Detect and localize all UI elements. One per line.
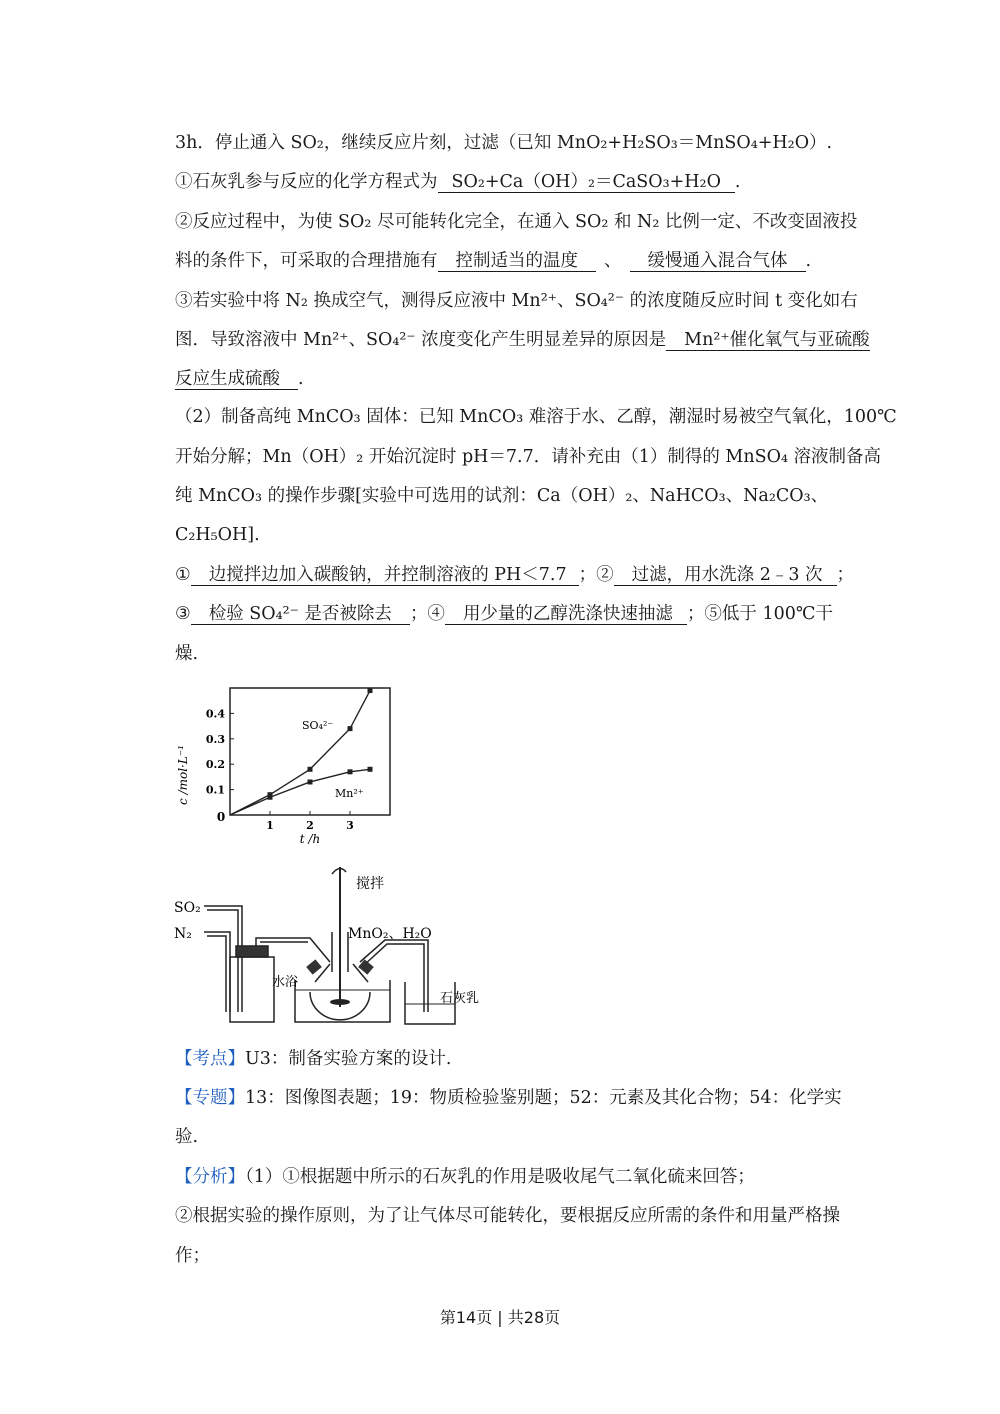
text-line <box>175 406 897 428</box>
page-footer: 第14页 | 共28页 <box>439 1308 561 1327</box>
line-text: . <box>298 369 304 389</box>
fenxi-tag: 【分析】 <box>175 1167 245 1187</box>
data-point <box>348 726 353 731</box>
stopper-left <box>306 959 322 974</box>
origin-label: 0 <box>216 810 226 824</box>
y-tick-label: 0.3 <box>205 732 225 746</box>
reagent-label: MnO₂、H₂O <box>348 926 432 942</box>
text-line <box>175 290 858 312</box>
apparatus-diagram <box>170 862 490 1037</box>
text-line <box>175 171 741 193</box>
fenxi-line-3 <box>175 1245 210 1267</box>
line-text: 图．导致溶液中 Mn²⁺、SO₄²⁻ 浓度变化产生明显差异的原因是 <box>175 330 667 350</box>
answer-blank: Mn²⁺催化氧气与亚硫酸 <box>666 330 869 351</box>
kaodian-text: U3：制备实验方案的设计. <box>245 1049 452 1069</box>
fenxi-line-2 <box>175 1205 840 1227</box>
data-point <box>308 779 313 784</box>
text-line <box>175 524 260 546</box>
line-text: 料的条件下，可采取的合理措施有 <box>175 251 438 271</box>
line-text: ；④ <box>409 604 445 624</box>
x-tick-label: 2 <box>306 819 314 832</box>
line-text: ②根据实验的操作原则，为了让气体尽可能转化，要根据反应所需的条件和用量严格操 <box>175 1206 840 1226</box>
data-point <box>368 688 373 693</box>
text-line <box>175 603 833 625</box>
n2-label: N₂ <box>174 926 192 942</box>
line-text: ③若实验中将 N₂ 换成空气，测得反应液中 Mn²⁺、SO₄²⁻ 的浓度随反应时间 t 变化如右 <box>175 291 858 311</box>
y-tick-label: 0.1 <box>205 783 225 797</box>
line-text: ① <box>175 565 191 585</box>
data-point <box>348 769 353 774</box>
data-point <box>368 767 373 772</box>
so2-label: SO₂ <box>174 900 201 916</box>
n2-inlet-tube-inner <box>207 936 226 1012</box>
concentration-chart <box>175 675 415 850</box>
answer-blank: 用少量的乙醇洗涤快速抽滤 <box>445 604 687 625</box>
answer-blank: 反应生成硫酸 <box>175 369 298 390</box>
line-text: 纯 MnCO₃ 的操作步骤[实验中可选用的试剂：Ca（OH）₂、NaHCO₃、Na₂CO₃、 <box>175 486 829 506</box>
stirrer-blade <box>330 999 350 1005</box>
line-text: （2）制备高纯 MnCO₃ 固体：已知 MnCO₃ 难溶于水、乙醇，潮湿时易被空气氧化，100℃ <box>175 407 897 427</box>
line-text: 验. <box>175 1127 199 1147</box>
line-text: ； <box>836 565 855 585</box>
line-text: ；⑤低于 100℃干 <box>686 604 833 624</box>
limewater-label: 石灰乳 <box>440 991 480 1006</box>
y-tick-label: 0.2 <box>205 758 225 772</box>
line-text: ①石灰乳参与反应的化学方程式为 <box>175 172 438 192</box>
line-text: C₂H₅OH]. <box>175 525 260 545</box>
text-line <box>175 446 881 468</box>
so2-inlet-tube-inner <box>207 910 238 1012</box>
line-text: . <box>805 251 812 271</box>
x-axis-label: t /h <box>299 832 321 846</box>
line-text: 、 <box>604 251 622 271</box>
line-text: 3h．停止通入 SO₂，继续反应片刻，过滤（已知 MnO₂+H₂SO₃＝MnSO₄+H₂O）. <box>175 133 833 153</box>
water-bath-label: 水浴 <box>272 975 299 990</box>
so2-inlet-tube <box>204 906 242 1012</box>
line-text: ②反应过程中，为使 SO₂ 尽可能转化完全，在通入 SO₂ 和 N₂ 比例一定、不改变固液投 <box>175 212 858 232</box>
x-tick-label: 1 <box>266 819 274 832</box>
answer-blank: SO₂+Ca（OH）₂＝CaSO₃+H₂O <box>438 172 735 193</box>
data-point <box>308 767 313 772</box>
kaodian-tag: 【考点】 <box>175 1049 245 1069</box>
line-text: 开始分解；Mn（OH）₂ 开始沉淀时 pH＝7.7．请补充由（1）制得的 MnSO₄ 溶液制备高 <box>175 447 882 467</box>
line-text: ③ <box>175 604 191 624</box>
text-line <box>175 643 198 665</box>
fenxi-line <box>175 1166 755 1188</box>
gas-bottle <box>230 957 274 1022</box>
text-line <box>175 485 828 507</box>
line-text: ；② <box>578 565 614 585</box>
zhuanti-line <box>175 1087 842 1109</box>
line-text: 作； <box>175 1246 210 1266</box>
y-axis-label: c /mol·L⁻¹ <box>176 745 190 805</box>
zhuanti-text: 13：图像图表题；19：物质检验鉴别题；52：元素及其化合物；54：化学实 <box>245 1088 842 1108</box>
zhuanti-continued <box>175 1126 198 1148</box>
answer-blank: 控制适当的温度 <box>438 251 597 272</box>
line-text: 燥. <box>175 644 199 664</box>
answer-blank: 边搅拌边加入碳酸钠，并控制溶液的 PH＜7.7 <box>191 565 579 586</box>
text-line <box>175 329 870 351</box>
answer-blank: 过滤，用水洗涤 2﹣3 次 <box>614 565 837 586</box>
data-point <box>268 795 273 800</box>
series-label-mn: Mn²⁺ <box>335 787 364 800</box>
line-text: . <box>734 172 741 192</box>
fenxi-text: （1）①根据题中所示的石灰乳的作用是吸收尾气二氧化硫来回答； <box>245 1167 755 1187</box>
outlet-tube-inner <box>363 944 424 1012</box>
x-tick-label: 3 <box>346 819 354 832</box>
zhuanti-tag: 【专题】 <box>175 1088 245 1108</box>
kaodian-line <box>175 1048 451 1070</box>
answer-blank: 缓慢通入混合气体 <box>630 251 806 272</box>
text-line <box>175 132 832 154</box>
plot-frame <box>230 688 390 815</box>
y-tick-label: 0.4 <box>205 707 225 721</box>
text-line <box>175 368 304 390</box>
answer-blank: 检验 SO₄²⁻ 是否被除去 <box>191 604 410 625</box>
text-line <box>175 211 857 233</box>
outlet-tube <box>360 940 428 1012</box>
series-label-so4: SO₄²⁻ <box>302 719 334 732</box>
text-line <box>175 564 854 586</box>
stir-label: 搅拌 <box>356 876 384 892</box>
text-line <box>175 250 811 272</box>
bottle-stopper <box>236 946 268 957</box>
